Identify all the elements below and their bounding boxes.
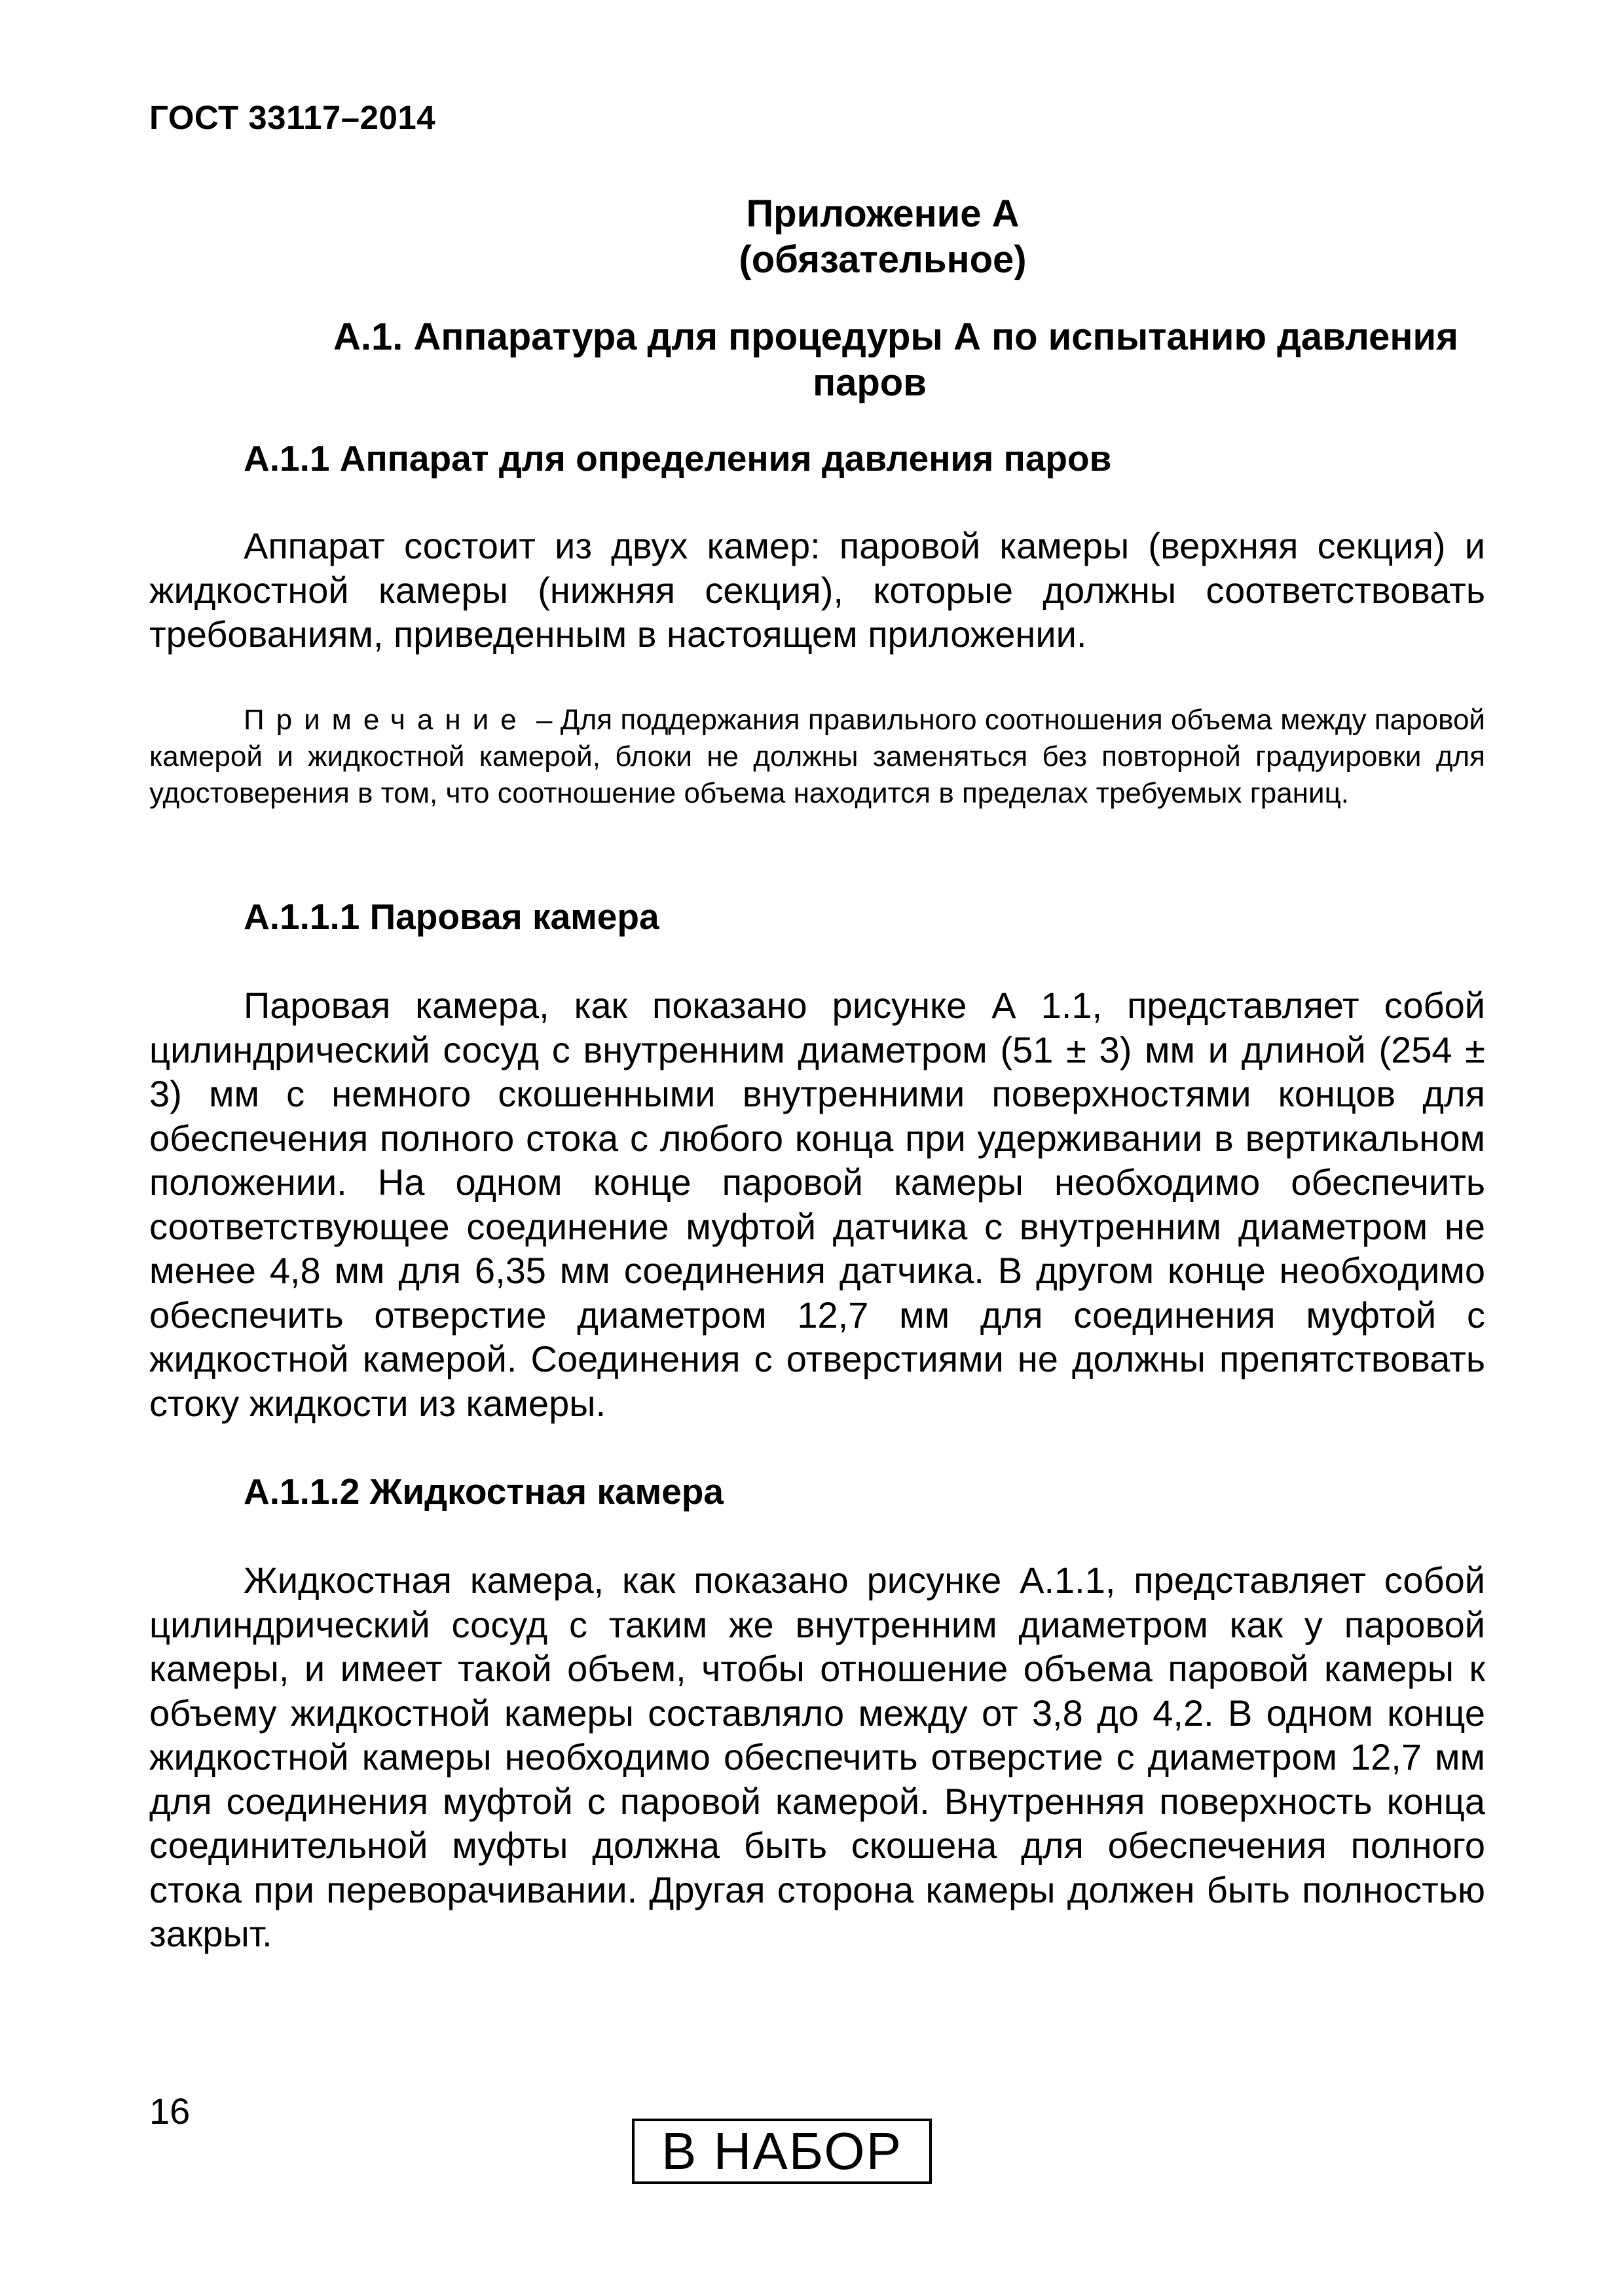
section-a1-title [149, 314, 1485, 406]
appendix-title-block [149, 191, 1485, 283]
section-a1-1-paragraph: Аппарат состоит из двух камер: паровой камеры (верхняя секция) и жидкостной камеры (нижняя секция), которые должны соответствовать требованиям, приведенным в настоящем приложении. [149, 525, 1485, 655]
section-a1-1-heading: А.1.1 Аппарат для определения давления паров [244, 438, 1112, 479]
page-number: 16 [149, 2090, 191, 2132]
stamp-text: В НАБОР [661, 2122, 902, 2180]
section-a1-1-2-heading: А.1.1.2 Жидкостная камера [244, 1471, 724, 1512]
appendix-title: Приложение А [746, 192, 1020, 235]
note-block [149, 702, 1485, 812]
section-a1-1-1-paragraph: Паровая камера, как показано рисунке А 1.1, представляет собой цилиндрический сосуд с внутренним диаметром (51 ± 3) мм и длиной (254 ± 3) мм с немного скошенными внутренними поверхностями концов для обеспечения полного стока с любого конца при удерживании в вертикальном положении. На одном конце паровой камеры необходимо обеспечить соответствующее соединение муфтой датчика с внутренним диаметром не менее 4,8 мм для 6,35 мм соединения датчика. В другом конце необходимо обеспечить отверстие диаметром 12,7 мм для соединения муфтой с жидкостной камерой. Соединения с отверстиями не должны препятствовать стоку жидкости из камеры. [149, 985, 1485, 1424]
section-a1-title-line2: паров [813, 361, 927, 404]
section-a1-1-1-heading: А.1.1.1 Паровая камера [244, 896, 659, 937]
stamp-box [632, 2119, 932, 2184]
note-text: – Для поддержания правильного соотношения объема между паровой камерой и жидкостной камерой, блоки не должны заменяться без повторной градуировки для удостоверения в том, что соотношение объема находится в пределах требуемых границ. [149, 704, 1485, 809]
section-a1-1-2-paragraph: Жидкостная камера, как показано рисунке А.1.1, представляет собой цилиндрический сосуд с таким же внутренним диаметром как у паровой камеры, и имеет такой объем, чтобы отношение объема паровой камеры к объему жидкостной камеры составляло между от 3,8 до 4,2. В одном конце жидкостной камеры необходимо обеспечить отверстие с диаметром 12,7 мм для соединения муфтой с паровой камерой. Внутренняя поверхность конца соединительной муфты должна быть скошена для обеспечения полного стока при переворачивании. Другая сторона камеры должен быть полностью закрыт. [149, 1559, 1485, 1954]
appendix-status: (обязательное) [739, 238, 1027, 281]
document-code: ГОСТ 33117–2014 [149, 99, 436, 136]
section-a1-title-line1: А.1. Аппаратура для процедуры А по испытанию давления [333, 316, 1458, 358]
note-label: Примечание [244, 704, 528, 736]
